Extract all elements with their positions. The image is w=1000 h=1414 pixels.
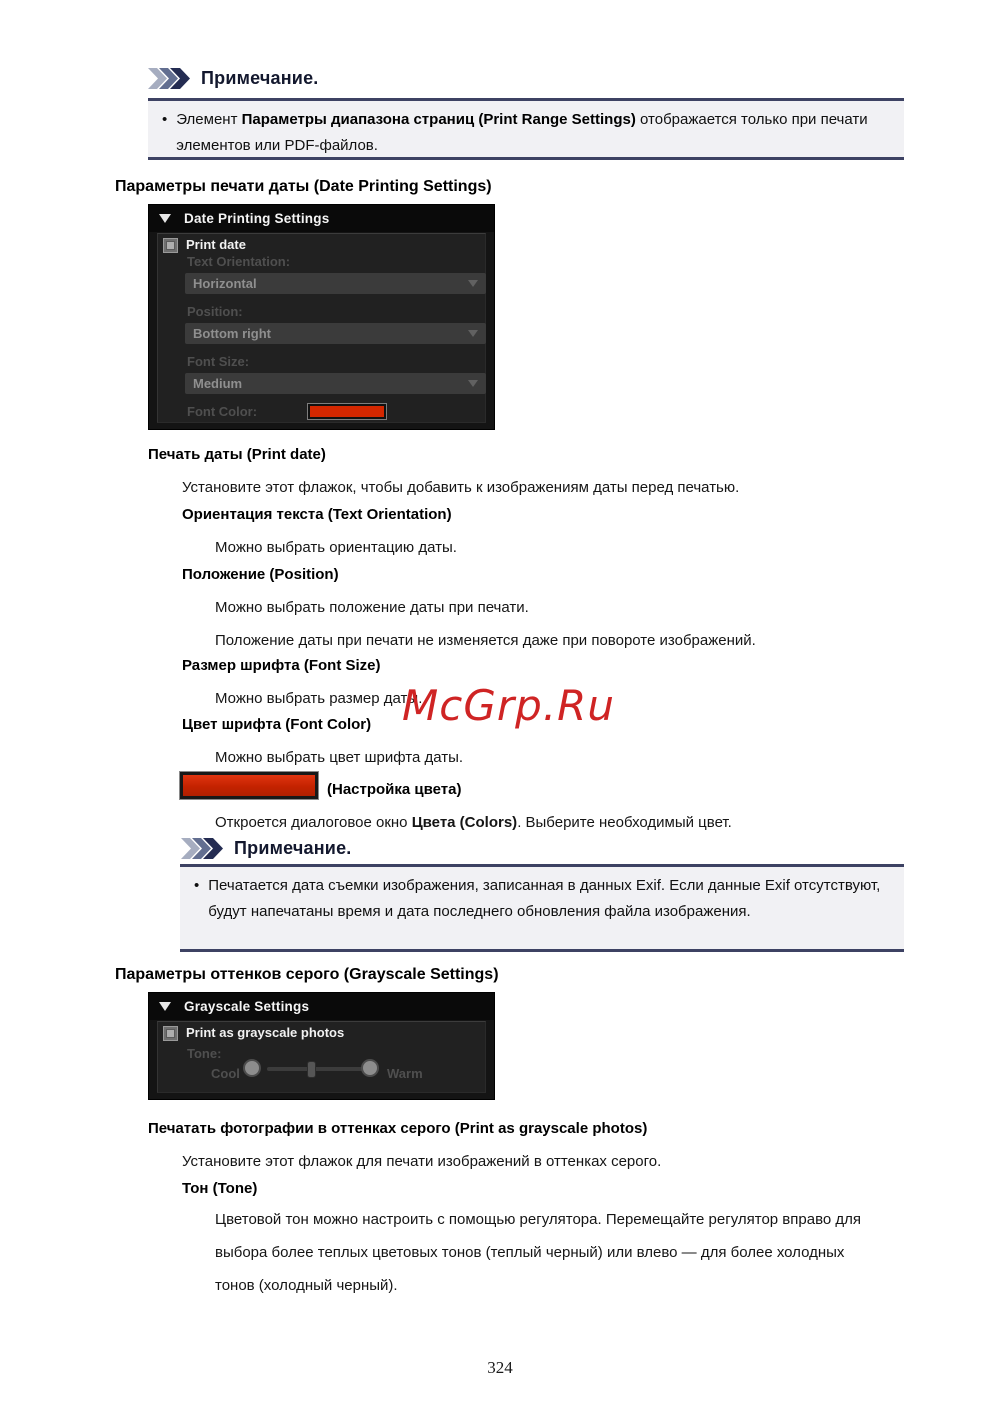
note1-text: Элемент Параметры диапазона страниц (Print Range Settings) отображается только при печати элементов или PDF-файлов. [176,111,868,154]
grayscale-checkbox-label: Print as grayscale photos [186,1025,345,1040]
cool-circle-icon [243,1059,261,1077]
cool-label: Cool [211,1066,240,1081]
note1-title: Примечание. [201,68,319,88]
font-size-heading: Размер шрифта (Font Size) [182,657,381,674]
note2-header [181,838,352,859]
color-setting-desc: Откроется диалоговое окно Цвета (Colors). Выберите необходимый цвет. [215,814,732,831]
grayscale-photos-heading: Печатать фотографии в оттенках серого (Print as grayscale photos) [148,1120,648,1137]
text-orientation-heading: Ориентация текста (Text Orientation) [182,506,452,523]
tone-label: Tone: [187,1046,222,1061]
dropdown-arrow-icon [468,330,478,337]
font-size-label: Font Size: [187,354,250,369]
text-orientation-label: Text Orientation: [187,254,291,269]
grayscale-settings-panel [148,992,495,1100]
font-size-dropdown[interactable]: Medium [185,373,486,394]
position-label: Position: [187,304,243,319]
collapse-triangle-icon[interactable] [159,1002,171,1011]
color-setting-label: (Настройка цвета) [327,781,462,798]
position-dropdown[interactable]: Bottom right [185,323,486,344]
dropdown-arrow-icon [468,380,478,387]
font-size-desc: Можно выбрать размер даты. [215,690,423,707]
grayscale-photos-desc: Установите этот флажок для печати изображений в оттенках серого. [182,1153,662,1170]
collapse-triangle-icon[interactable] [159,214,171,223]
note2-text: Печатается дата съемки изображения, записанная в данных Exif. Если данные Exif отсутствуют, будут напечатаны время и дата последнего обновления файла изображения. [208,877,881,920]
note1-box [148,98,904,160]
print-date-label: Print date [186,237,246,252]
tone-heading: Тон (Tone) [182,1180,258,1197]
print-date-desc: Установите этот флажок, чтобы добавить к изображениям даты перед печатью. [182,479,740,496]
tone-desc: Цветовой тон можно настроить с помощью регулятора. Перемещайте регулятор вправо для выбора более теплых цветовых тонов (теплый черный) или влево — для более холодных тонов (холодный черный). [215,1211,862,1294]
note2-box [180,864,904,952]
color-setting-button[interactable] [180,772,318,799]
date-panel-header[interactable] [149,205,494,232]
print-date-heading: Печать даты (Print date) [148,446,326,463]
warm-circle-icon [361,1059,379,1077]
note2-title: Примечание. [234,838,352,858]
note-chevrons-icon [148,68,190,89]
date-settings-heading: Параметры печати даты (Date Printing Settings) [115,178,492,195]
text-orientation-desc: Можно выбрать ориентацию даты. [215,539,457,556]
text-orientation-dropdown[interactable]: Horizontal [185,273,486,294]
bullet: • [162,111,168,128]
position-heading: Положение (Position) [182,566,339,583]
position-desc2: Положение даты при печати не изменяется даже при повороте изображений. [215,632,756,649]
position-desc1: Можно выбрать положение даты при печати. [215,599,529,616]
watermark: McGrp.Ru [402,681,615,730]
note-chevrons-icon [181,838,223,859]
warm-label: Warm [387,1066,423,1081]
grayscale-settings-heading: Параметры оттенков серого (Grayscale Settings) [115,966,499,983]
grayscale-panel-title: Grayscale Settings [184,999,310,1014]
date-panel-title: Date Printing Settings [184,211,330,226]
date-printing-settings-panel [148,204,495,430]
tone-slider-thumb[interactable] [307,1061,316,1078]
grayscale-checkbox[interactable] [163,1026,178,1041]
grayscale-panel-header[interactable] [149,993,494,1020]
font-color-desc: Можно выбрать цвет шрифта даты. [215,749,464,766]
page-number: 324 [487,1358,513,1377]
print-date-checkbox[interactable] [163,238,178,253]
font-color-heading: Цвет шрифта (Font Color) [182,716,372,733]
font-color-label: Font Color: [187,404,258,419]
color-setting-row [180,772,462,799]
font-color-swatch-button[interactable] [308,404,386,419]
bullet: • [194,877,200,894]
dropdown-arrow-icon [468,280,478,287]
note1-header [148,68,319,89]
